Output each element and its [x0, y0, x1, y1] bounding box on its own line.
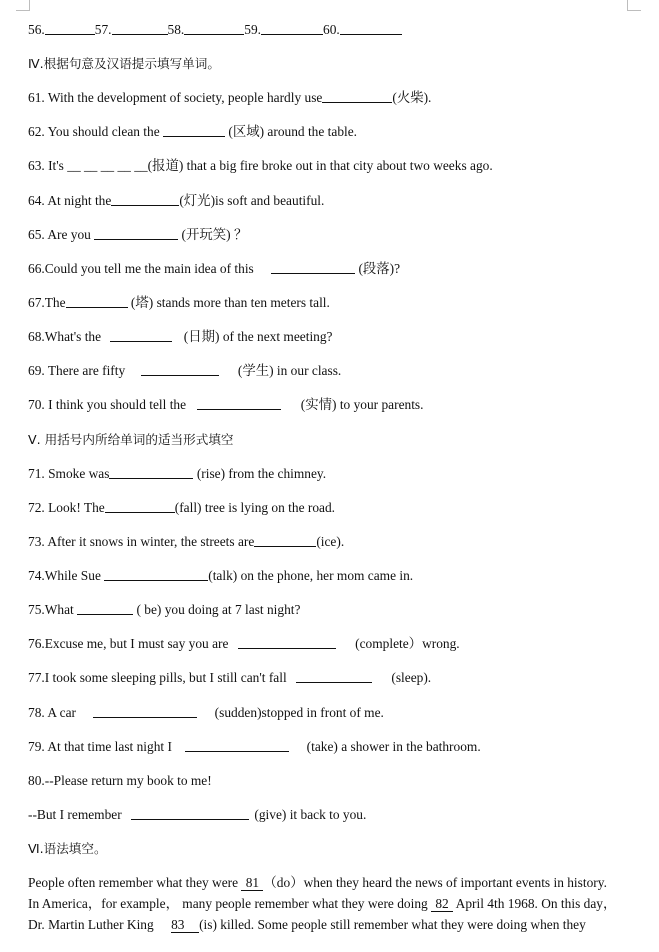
cloze-passage: [28, 872, 640, 935]
item-number: 60.: [323, 22, 340, 37]
answer-blank[interactable]: [110, 328, 172, 342]
answer-row-56-60: [28, 21, 402, 39]
question-80-prompt: 80.--Please return my book to me!: [28, 773, 212, 788]
question-text: 71. Smoke was: [28, 466, 110, 481]
question-68: [28, 328, 333, 346]
answer-blank[interactable]: [104, 567, 208, 581]
passage-text: April 4th 1968. On this day，: [453, 896, 617, 911]
passage-text: People often remember what they were: [28, 875, 242, 890]
question-text: (take) a shower in the bathroom.: [303, 739, 481, 754]
question-text: ( be) you doing at 7 last night?: [133, 602, 301, 617]
question-text: 75.What: [28, 602, 78, 617]
question-text: 74.While Sue: [28, 568, 105, 583]
question-text: 63. It's: [28, 158, 68, 173]
answer-blank[interactable]: [131, 806, 249, 820]
question-text: 73. After it snows in winter, the streets are: [28, 534, 255, 549]
question-65: [28, 226, 247, 244]
item-number: 57.: [94, 22, 112, 37]
answer-blank[interactable]: [322, 89, 392, 103]
question-78: [28, 704, 384, 722]
question-text: (区域) around the table.: [225, 124, 358, 139]
answer-blank[interactable]: [141, 362, 219, 376]
answer-blank[interactable]: [109, 465, 193, 479]
passage-text: In America，for example， many people remember what they were doing: [28, 896, 432, 911]
question-77: [28, 669, 431, 687]
answer-blank[interactable]: [340, 21, 402, 35]
question-text: (开玩笑) ？: [178, 227, 248, 242]
answer-blank[interactable]: [296, 669, 372, 683]
question-73: [28, 533, 344, 551]
question-text: 64. At night the: [28, 193, 112, 208]
question-text: 61. With the development of society, people hardly use: [28, 90, 323, 105]
question-text: 72. Look! The: [28, 500, 105, 515]
passage-text: Dr. Martin Luther King: [28, 917, 158, 932]
question-text: 78. A car: [28, 705, 80, 720]
numbered-blank[interactable]: 82: [431, 897, 453, 912]
question-76: [28, 635, 460, 653]
question-70: [28, 396, 424, 414]
page-corner-mark: [16, 0, 30, 11]
question-text: 76.Excuse me, but I must say you are: [28, 636, 232, 651]
question-61: [28, 89, 431, 107]
answer-blank[interactable]: [112, 21, 168, 35]
question-text: (段落)?: [355, 261, 401, 276]
question-63: [28, 157, 493, 175]
item-number: 56.: [28, 22, 45, 37]
question-text: (灯光)is soft and beautiful.: [179, 193, 325, 208]
answer-blank[interactable]: [261, 21, 323, 35]
passage-line: [28, 872, 640, 893]
item-number: 58.: [167, 22, 185, 37]
question-64: [28, 192, 324, 210]
question-72: [28, 499, 335, 517]
question-text: 66.Could you tell me the main idea of this: [28, 261, 258, 276]
answer-blank[interactable]: [111, 192, 179, 206]
question-67: [28, 294, 330, 312]
answer-blank[interactable]: [238, 635, 336, 649]
question-text: (报道) that a big fire broke out in that city about two weeks ago.: [147, 158, 493, 173]
numbered-blank[interactable]: 83: [171, 918, 199, 933]
question-text: (complete）wrong.: [351, 636, 460, 651]
question-80: [28, 806, 366, 824]
question-75: [28, 601, 300, 619]
answer-blank[interactable]: [184, 21, 244, 35]
passage-line: [28, 914, 640, 935]
answer-blank[interactable]: [271, 260, 355, 274]
answer-blank[interactable]: [94, 226, 178, 240]
question-text: 67.The: [28, 295, 66, 310]
passage-text: (is) killed. Some people still remember what they were doing when they: [199, 917, 586, 932]
question-text: (ice).: [316, 534, 345, 549]
question-text: (实情) to your parents.: [297, 397, 424, 412]
section-heading: Ⅵ.语法填空。: [28, 841, 107, 856]
question-62: [28, 123, 357, 141]
answer-blank[interactable]: [45, 21, 95, 35]
passage-text: （do）when they heard the news of important events in history.: [263, 875, 607, 890]
question-text: 68.What's the: [28, 329, 105, 344]
question-66: [28, 260, 400, 278]
question-74: [28, 567, 413, 585]
answer-blank[interactable]: [93, 704, 197, 718]
passage-line: [28, 893, 640, 914]
answer-blank[interactable]: [254, 533, 316, 547]
section-heading: Ⅳ.根据句意及汉语提示填写单词。: [28, 56, 220, 71]
page-corner-mark: [627, 0, 641, 11]
question-text: (sudden)stopped in front of me.: [211, 705, 384, 720]
question-text: (日期) of the next meeting?: [180, 329, 333, 344]
question-text: 65. Are you: [28, 227, 95, 242]
question-71: [28, 465, 326, 483]
letter-blanks[interactable]: __ __ __ __ __: [67, 158, 148, 173]
answer-blank[interactable]: [66, 294, 128, 308]
item-number: 59.: [244, 22, 261, 37]
question-text: (fall) tree is lying on the road.: [174, 500, 336, 515]
answer-blank[interactable]: [105, 499, 175, 513]
answer-blank[interactable]: [77, 601, 133, 615]
question-text: 69. There are fifty: [28, 363, 129, 378]
question-text: (talk) on the phone, her mom came in.: [208, 568, 414, 583]
question-text: (give) it back to you.: [251, 807, 367, 822]
question-text: 62. You should clean the: [28, 124, 164, 139]
question-79: [28, 738, 481, 756]
question-text: (塔) stands more than ten meters tall.: [127, 295, 330, 310]
question-text: (学生) in our class.: [234, 363, 342, 378]
numbered-blank[interactable]: 81: [241, 876, 263, 891]
answer-blank[interactable]: [197, 396, 281, 410]
question-text: 77.I took some sleeping pills, but I still can't fall: [28, 670, 291, 685]
answer-blank[interactable]: [163, 123, 225, 137]
question-text: (sleep).: [388, 670, 432, 685]
section-heading: Ⅴ. 用括号内所给单词的适当形式填空: [28, 432, 234, 447]
question-69: [28, 362, 341, 380]
question-text: (火柴).: [392, 90, 432, 105]
answer-blank[interactable]: [185, 738, 289, 752]
question-text: --But I remember: [28, 807, 126, 822]
question-text: 70. I think you should tell the: [28, 397, 190, 412]
question-text: (rise) from the chimney.: [193, 466, 327, 481]
question-text: 79. At that time last night I: [28, 739, 176, 754]
